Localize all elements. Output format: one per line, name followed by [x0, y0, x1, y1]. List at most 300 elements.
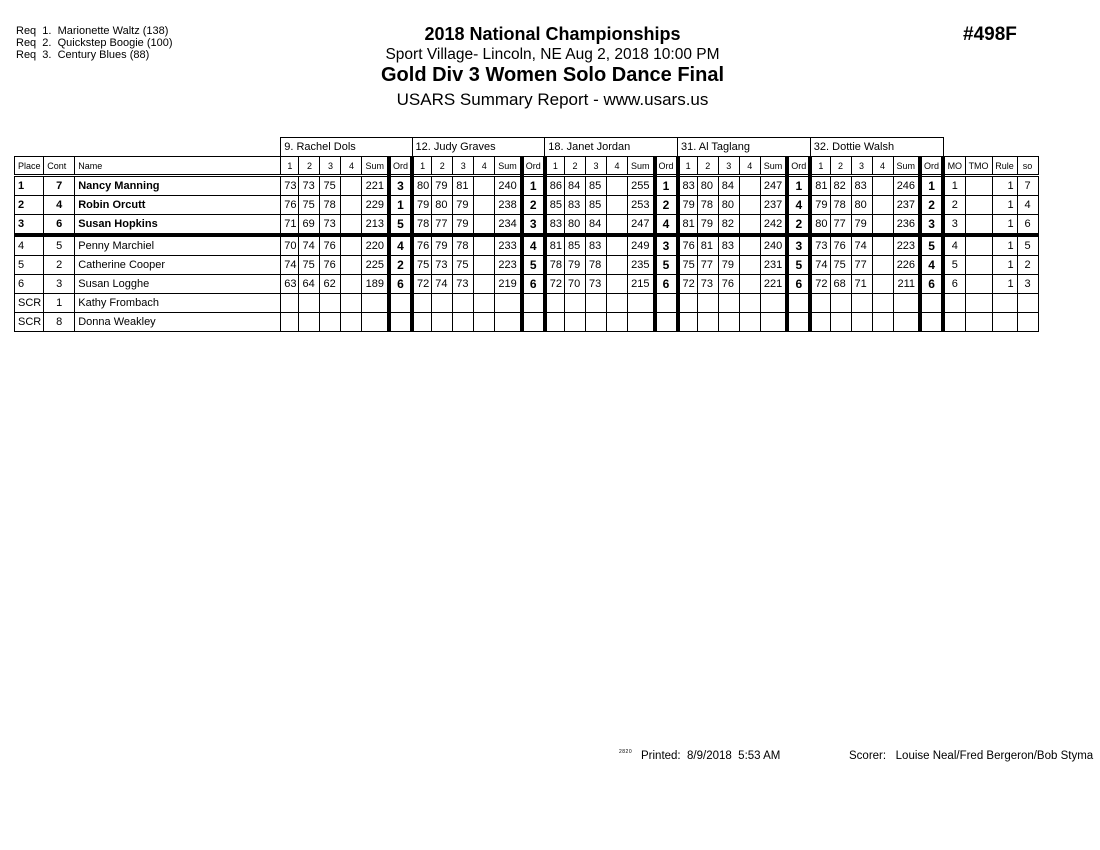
sum-cell [495, 313, 522, 332]
col-2: 2 [830, 157, 851, 176]
report-title: USARS Summary Report - www.usars.us [396, 90, 709, 109]
sum-cell: 221 [760, 275, 787, 294]
score-cell: 64 [299, 275, 320, 294]
mo-cell: 4 [943, 235, 965, 256]
score-cell [320, 294, 341, 313]
col-2: 2 [299, 157, 320, 176]
score-cell: 74 [281, 256, 299, 275]
score-cell [341, 294, 362, 313]
score-cell [432, 313, 453, 332]
score-cell [341, 256, 362, 275]
score-cell [739, 275, 760, 294]
ordinal-cell: 4 [389, 235, 412, 256]
ordinal-cell [655, 313, 678, 332]
col-sum: Sum [893, 157, 920, 176]
judge-name: 31. Al Taglang [678, 138, 811, 157]
tmo-cell [965, 176, 992, 196]
score-cell: 85 [586, 196, 607, 215]
tmo-cell [965, 196, 992, 215]
ordinal-cell: 2 [787, 215, 810, 236]
col-sum: Sum [760, 157, 787, 176]
score-cell [299, 313, 320, 332]
ordinal-cell [522, 313, 545, 332]
results-table [14, 137, 1039, 332]
score-cell [872, 196, 893, 215]
score-cell: 84 [565, 176, 586, 196]
competition-title: 2018 National Championships [424, 24, 681, 44]
col-sum: Sum [628, 157, 655, 176]
judge-name: 12. Judy Graves [412, 138, 545, 157]
requirement-2: Req 2. Quickstep Boogie (100) [16, 37, 173, 49]
result-row [15, 275, 1039, 294]
score-cell [678, 313, 698, 332]
ordinal-cell [920, 313, 943, 332]
score-cell: 71 [851, 275, 872, 294]
sum-cell [760, 313, 787, 332]
col-1: 1 [545, 157, 565, 176]
rule-cell: 1 [992, 275, 1017, 294]
ordinal-cell: 2 [920, 196, 943, 215]
score-cell: 76 [320, 235, 341, 256]
sum-cell: 255 [628, 176, 655, 196]
result-row [15, 235, 1039, 256]
col-4: 4 [607, 157, 628, 176]
so-cell [1017, 294, 1038, 313]
result-row [15, 256, 1039, 275]
col-3: 3 [320, 157, 341, 176]
score-cell [739, 215, 760, 236]
score-cell [872, 235, 893, 256]
sum-cell: 237 [893, 196, 920, 215]
score-cell [281, 313, 299, 332]
score-cell [872, 256, 893, 275]
score-cell [453, 313, 474, 332]
col-place: Place [15, 157, 44, 176]
ordinal-cell: 4 [655, 215, 678, 236]
score-cell: 73 [432, 256, 453, 275]
ordinal-cell: 6 [787, 275, 810, 294]
sum-cell: 253 [628, 196, 655, 215]
result-row [15, 196, 1039, 215]
sum-cell: 237 [760, 196, 787, 215]
score-cell [872, 215, 893, 236]
contestant-number: 2 [44, 256, 75, 275]
col-4: 4 [739, 157, 760, 176]
score-cell: 73 [281, 176, 299, 196]
score-cell [678, 294, 698, 313]
score-cell: 79 [851, 215, 872, 236]
score-cell: 72 [412, 275, 432, 294]
sum-cell: 238 [495, 196, 522, 215]
score-cell: 74 [299, 235, 320, 256]
score-cell: 75 [678, 256, 698, 275]
ordinal-cell: 1 [389, 196, 412, 215]
contestant-number: 5 [44, 235, 75, 256]
col-1: 1 [281, 157, 299, 176]
score-cell [412, 313, 432, 332]
col-name: Name [75, 157, 281, 176]
score-cell [545, 313, 565, 332]
score-cell [607, 215, 628, 236]
sum-cell: 219 [495, 275, 522, 294]
score-cell: 84 [586, 215, 607, 236]
skater-name: Susan Hopkins [75, 215, 281, 236]
ordinal-cell: 6 [920, 275, 943, 294]
score-cell: 79 [678, 196, 698, 215]
score-cell: 80 [697, 176, 718, 196]
score-cell: 76 [830, 235, 851, 256]
col-4: 4 [474, 157, 495, 176]
score-cell: 80 [851, 196, 872, 215]
col-1: 1 [412, 157, 432, 176]
score-cell: 75 [830, 256, 851, 275]
rule-cell: 1 [992, 235, 1017, 256]
score-cell: 75 [299, 256, 320, 275]
score-cell: 86 [545, 176, 565, 196]
rule-cell: 1 [992, 176, 1017, 196]
ordinal-cell: 5 [920, 235, 943, 256]
col-tmo: TMO [965, 157, 992, 176]
mo-cell [943, 294, 965, 313]
score-cell: 69 [299, 215, 320, 236]
score-cell: 70 [281, 235, 299, 256]
col-ord: Ord [920, 157, 943, 176]
judges-header-row [15, 138, 1039, 157]
ordinal-cell: 3 [787, 235, 810, 256]
ordinal-cell: 3 [522, 215, 545, 236]
score-cell [341, 235, 362, 256]
score-cell: 78 [545, 256, 565, 275]
score-cell [851, 313, 872, 332]
score-cell [320, 313, 341, 332]
score-cell [565, 313, 586, 332]
score-cell: 83 [545, 215, 565, 236]
ordinal-cell [787, 294, 810, 313]
score-cell: 76 [718, 275, 739, 294]
tmo-cell [965, 256, 992, 275]
score-cell: 83 [586, 235, 607, 256]
ordinal-cell: 1 [920, 176, 943, 196]
skater-name: Nancy Manning [75, 176, 281, 196]
score-cell [474, 313, 495, 332]
score-cell: 76 [320, 256, 341, 275]
score-cell [718, 294, 739, 313]
judge-name: 32. Dottie Walsh [810, 138, 943, 157]
rule-cell: 1 [992, 196, 1017, 215]
score-cell [810, 313, 830, 332]
col-sum: Sum [362, 157, 389, 176]
score-cell [872, 176, 893, 196]
col-1: 1 [810, 157, 830, 176]
score-cell: 75 [320, 176, 341, 196]
place-cell: 3 [15, 215, 44, 236]
ordinal-cell: 1 [787, 176, 810, 196]
ordinal-cell: 4 [920, 256, 943, 275]
score-cell [739, 294, 760, 313]
score-cell: 71 [281, 215, 299, 236]
score-cell [607, 294, 628, 313]
ordinal-cell: 5 [389, 215, 412, 236]
ordinal-cell [389, 294, 412, 313]
ordinal-cell: 2 [655, 196, 678, 215]
score-cell [851, 294, 872, 313]
col-ord: Ord [787, 157, 810, 176]
score-cell: 81 [453, 176, 474, 196]
rule-cell: 1 [992, 256, 1017, 275]
sum-cell: 236 [893, 215, 920, 236]
score-cell [739, 313, 760, 332]
score-cell: 73 [586, 275, 607, 294]
col-4: 4 [872, 157, 893, 176]
mo-cell [943, 313, 965, 332]
score-cell [299, 294, 320, 313]
ordinal-cell: 1 [522, 176, 545, 196]
score-cell: 81 [678, 215, 698, 236]
ordinal-cell: 6 [389, 275, 412, 294]
place-cell: 4 [15, 235, 44, 256]
score-cell: 78 [830, 196, 851, 215]
score-cell [607, 275, 628, 294]
contestant-number: 8 [44, 313, 75, 332]
score-cell [432, 294, 453, 313]
score-cell: 80 [412, 176, 432, 196]
score-cell [739, 235, 760, 256]
ordinal-cell [655, 294, 678, 313]
score-cell [453, 294, 474, 313]
score-cell: 73 [320, 215, 341, 236]
score-cell [586, 313, 607, 332]
score-cell [474, 176, 495, 196]
score-cell: 75 [453, 256, 474, 275]
ordinal-cell: 5 [655, 256, 678, 275]
score-cell [607, 313, 628, 332]
col-ord: Ord [655, 157, 678, 176]
col-3: 3 [586, 157, 607, 176]
rule-cell [992, 294, 1017, 313]
sum-cell: 211 [893, 275, 920, 294]
score-cell: 72 [545, 275, 565, 294]
ordinal-cell: 5 [787, 256, 810, 275]
event-number: #498F [963, 24, 1017, 45]
sum-cell: 240 [495, 176, 522, 196]
ordinal-cell [920, 294, 943, 313]
ordinal-cell [787, 313, 810, 332]
score-cell: 73 [299, 176, 320, 196]
sum-cell: 215 [628, 275, 655, 294]
score-cell [872, 313, 893, 332]
score-cell: 80 [718, 196, 739, 215]
score-cell [474, 196, 495, 215]
score-cell: 72 [810, 275, 830, 294]
contestant-number: 7 [44, 176, 75, 196]
so-cell [1017, 313, 1038, 332]
col-3: 3 [718, 157, 739, 176]
venue-date-line: Sport Village- Lincoln, NE Aug 2, 2018 10:00 PM [385, 46, 720, 63]
skater-name: Robin Orcutt [75, 196, 281, 215]
score-cell [607, 196, 628, 215]
sum-cell: 226 [893, 256, 920, 275]
printed-timestamp: Printed: 8/9/2018 5:53 AM [641, 750, 781, 762]
score-cell: 80 [810, 215, 830, 236]
rule-cell: 1 [992, 215, 1017, 236]
sum-cell: 231 [760, 256, 787, 275]
so-cell: 5 [1017, 235, 1038, 256]
score-cell: 84 [718, 176, 739, 196]
score-cell [607, 176, 628, 196]
so-cell: 2 [1017, 256, 1038, 275]
ordinal-cell: 3 [389, 176, 412, 196]
blank-cell [15, 138, 281, 157]
tmo-cell [965, 313, 992, 332]
sum-cell: 220 [362, 235, 389, 256]
so-cell: 3 [1017, 275, 1038, 294]
score-cell: 74 [810, 256, 830, 275]
judge-name: 18. Janet Jordan [545, 138, 678, 157]
score-cell: 79 [432, 235, 453, 256]
score-cell: 83 [678, 176, 698, 196]
ordinal-cell [522, 294, 545, 313]
col-so: so [1017, 157, 1038, 176]
so-cell: 7 [1017, 176, 1038, 196]
score-cell [474, 215, 495, 236]
skater-name: Kathy Frombach [75, 294, 281, 313]
score-cell: 77 [697, 256, 718, 275]
ordinal-cell: 3 [655, 235, 678, 256]
tmo-cell [965, 215, 992, 236]
score-cell: 85 [565, 235, 586, 256]
rule-cell [992, 313, 1017, 332]
score-cell [474, 275, 495, 294]
score-cell: 74 [851, 235, 872, 256]
score-cell: 73 [810, 235, 830, 256]
score-cell [739, 196, 760, 215]
sum-cell [362, 294, 389, 313]
score-cell: 85 [586, 176, 607, 196]
sum-cell: 249 [628, 235, 655, 256]
score-cell: 83 [718, 235, 739, 256]
mo-cell: 1 [943, 176, 965, 196]
skater-name: Donna Weakley [75, 313, 281, 332]
score-cell: 81 [545, 235, 565, 256]
col-cont: Cont [44, 157, 75, 176]
sum-cell [362, 313, 389, 332]
score-cell [739, 176, 760, 196]
skater-name: Susan Logghe [75, 275, 281, 294]
result-row [15, 294, 1039, 313]
score-cell [739, 256, 760, 275]
score-cell: 70 [565, 275, 586, 294]
sum-cell: 223 [495, 256, 522, 275]
sum-cell: 240 [760, 235, 787, 256]
score-cell: 73 [697, 275, 718, 294]
score-cell: 81 [810, 176, 830, 196]
score-cell: 81 [697, 235, 718, 256]
col-4: 4 [341, 157, 362, 176]
result-row [15, 313, 1039, 332]
mo-cell: 5 [943, 256, 965, 275]
sum-cell: 242 [760, 215, 787, 236]
score-cell [697, 313, 718, 332]
so-cell: 6 [1017, 215, 1038, 236]
score-cell: 68 [830, 275, 851, 294]
ordinal-cell: 6 [522, 275, 545, 294]
tmo-cell [965, 294, 992, 313]
col-ord: Ord [522, 157, 545, 176]
requirement-1: Req 1. Marionette Waltz (138) [16, 25, 169, 37]
requirement-3: Req 3. Century Blues (88) [16, 49, 150, 61]
sum-cell: 235 [628, 256, 655, 275]
ordinal-cell: 4 [522, 235, 545, 256]
col-1: 1 [678, 157, 698, 176]
score-cell [830, 294, 851, 313]
score-cell: 77 [851, 256, 872, 275]
place-cell: 1 [15, 176, 44, 196]
score-cell: 75 [299, 196, 320, 215]
blank-cell [943, 138, 1038, 157]
score-cell: 79 [697, 215, 718, 236]
score-cell [545, 294, 565, 313]
score-cell [474, 294, 495, 313]
score-cell [341, 176, 362, 196]
score-cell [565, 294, 586, 313]
sum-cell: 223 [893, 235, 920, 256]
col-2: 2 [565, 157, 586, 176]
score-cell [830, 313, 851, 332]
so-cell: 4 [1017, 196, 1038, 215]
score-cell [474, 235, 495, 256]
sum-cell: 247 [628, 215, 655, 236]
score-cell: 77 [830, 215, 851, 236]
score-cell: 76 [678, 235, 698, 256]
score-cell [718, 313, 739, 332]
sum-cell [893, 313, 920, 332]
contestant-number: 6 [44, 215, 75, 236]
sum-cell: 225 [362, 256, 389, 275]
score-cell: 83 [851, 176, 872, 196]
score-cell [341, 275, 362, 294]
sum-cell: 247 [760, 176, 787, 196]
tmo-cell [965, 235, 992, 256]
ordinal-cell: 2 [522, 196, 545, 215]
col-sum: Sum [495, 157, 522, 176]
sum-cell [628, 294, 655, 313]
place-cell: 6 [15, 275, 44, 294]
score-cell [341, 313, 362, 332]
event-name: Gold Div 3 Women Solo Dance Final [380, 64, 725, 86]
mo-cell: 3 [943, 215, 965, 236]
score-cell: 78 [586, 256, 607, 275]
judge-name: 9. Rachel Dols [281, 138, 412, 157]
score-cell: 76 [281, 196, 299, 215]
place-cell: 5 [15, 256, 44, 275]
ordinal-cell: 1 [655, 176, 678, 196]
score-cell [872, 275, 893, 294]
score-cell: 79 [810, 196, 830, 215]
score-cell: 79 [453, 215, 474, 236]
sum-cell [495, 294, 522, 313]
score-cell: 72 [678, 275, 698, 294]
score-cell [872, 294, 893, 313]
score-cell [341, 196, 362, 215]
score-cell: 75 [412, 256, 432, 275]
score-cell: 78 [453, 235, 474, 256]
contestant-number: 3 [44, 275, 75, 294]
skater-name: Penny Marchiel [75, 235, 281, 256]
score-cell: 63 [281, 275, 299, 294]
col-rule: Rule [992, 157, 1017, 176]
score-cell [810, 294, 830, 313]
place-cell: SCR [15, 313, 44, 332]
